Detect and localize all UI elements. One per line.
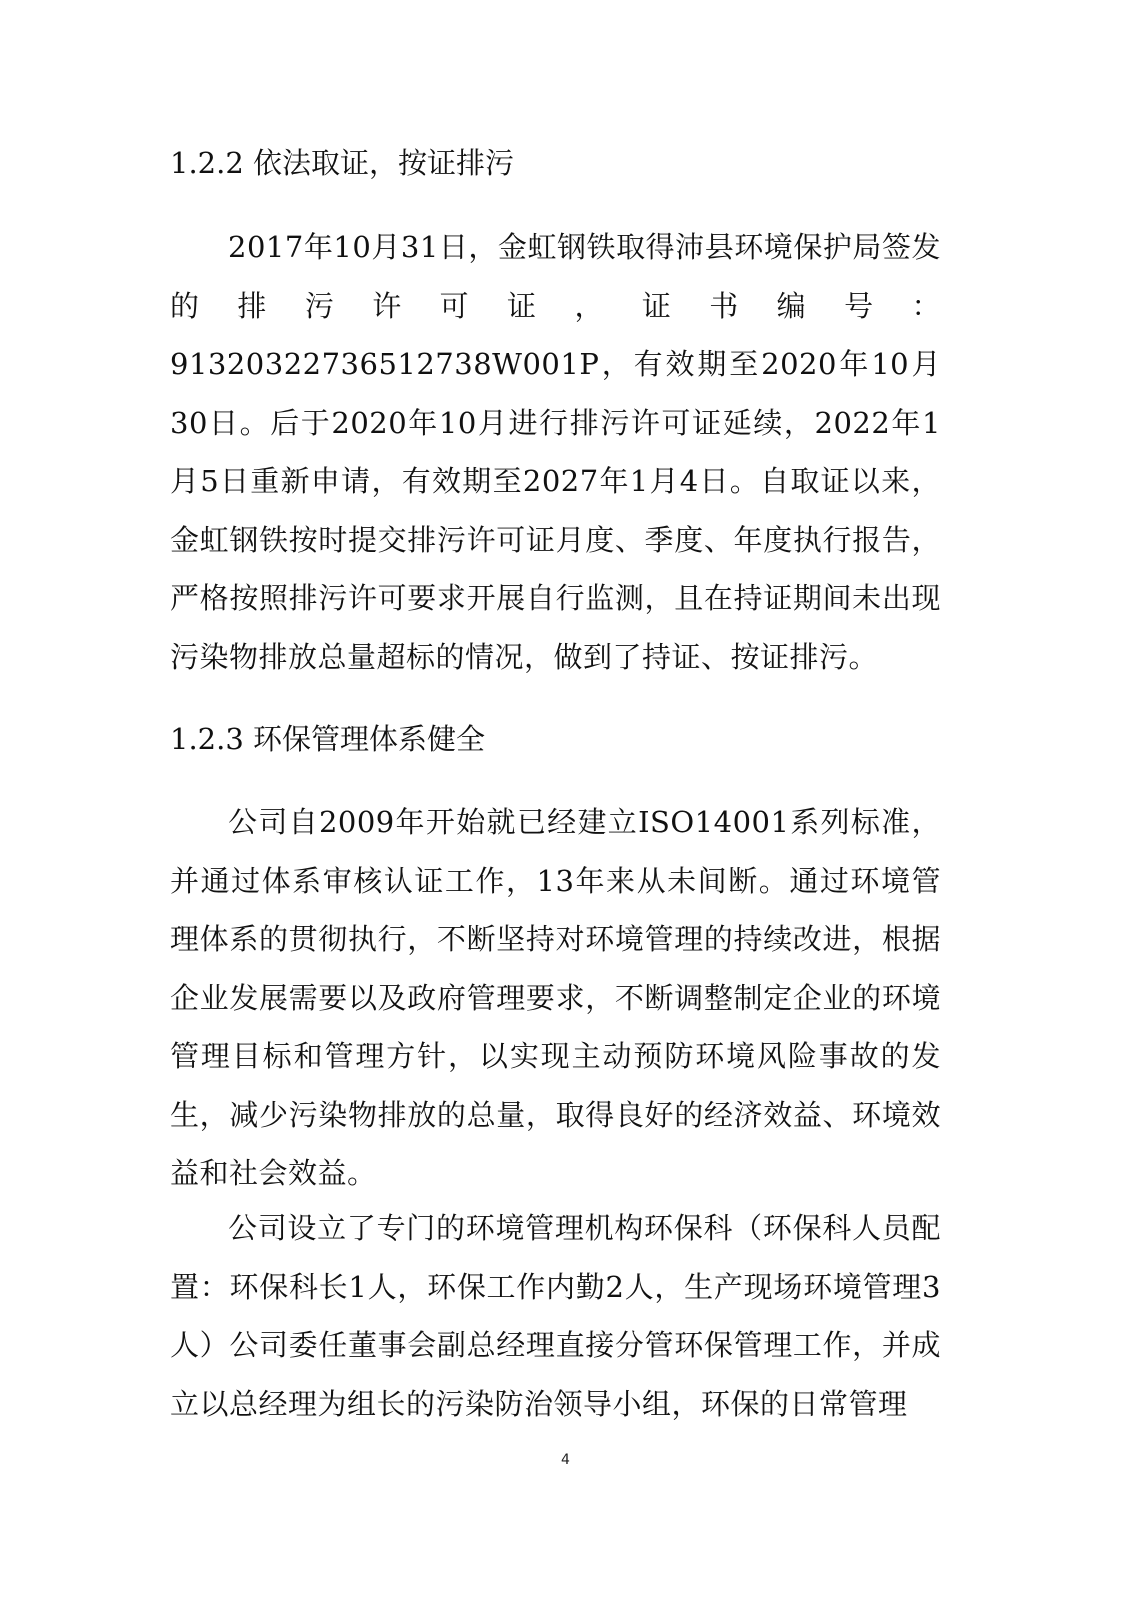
section-heading-1-2-3: 1.2.3 环保管理体系健全 [170,722,486,756]
paragraph-iso14001: 公司自2009年开始就已经建立ISO14001系列标准，并通过体系审核认证工作，13年来从未间断。通过环境管理体系的贯彻执行，不断坚持对环境管理的持续改进，根据企业发展需要以及政府管理要求，不断调整制定企业的环境管理目标和管理方针，以实现主动预防环境风险事故的发生，减少污染物排放的总量，取得良好的经济效益、环境效益和社会效益。 [170,805,941,1190]
paragraph-management-organization: 公司设立了专门的环境管理机构环保科（环保科人员配置：环保科长1人，环保工作内勤2人，生产现场环境管理3人）公司委任董事会副总经理直接分管环保管理工作，并成立以总经理为组长的污染防治领导小组，环保的日常管理 [170,1211,941,1421]
section-heading-1-2-2: 1.2.2 依法取证，按证排污 [170,146,515,180]
page-number: 4 [561,1452,570,1468]
paragraph-permit: 2017年10月31日，金虹钢铁取得沛县环境保护局签发的排污许可证，证书编号：91320322736512738W001P，有效期至2020年10月30日。后于2020年10月进行排污许可证延续，2022年1月5日重新申请，有效期至2027年1月4日。自取证以来，金虹钢铁按时提交排污许可证月度、季度、年度执行报告，严格按照排污许可要求开展自行监测，且在持证期间未出现污染物排放总量超标的情况，做到了持证、按证排污。 [170,230,941,674]
